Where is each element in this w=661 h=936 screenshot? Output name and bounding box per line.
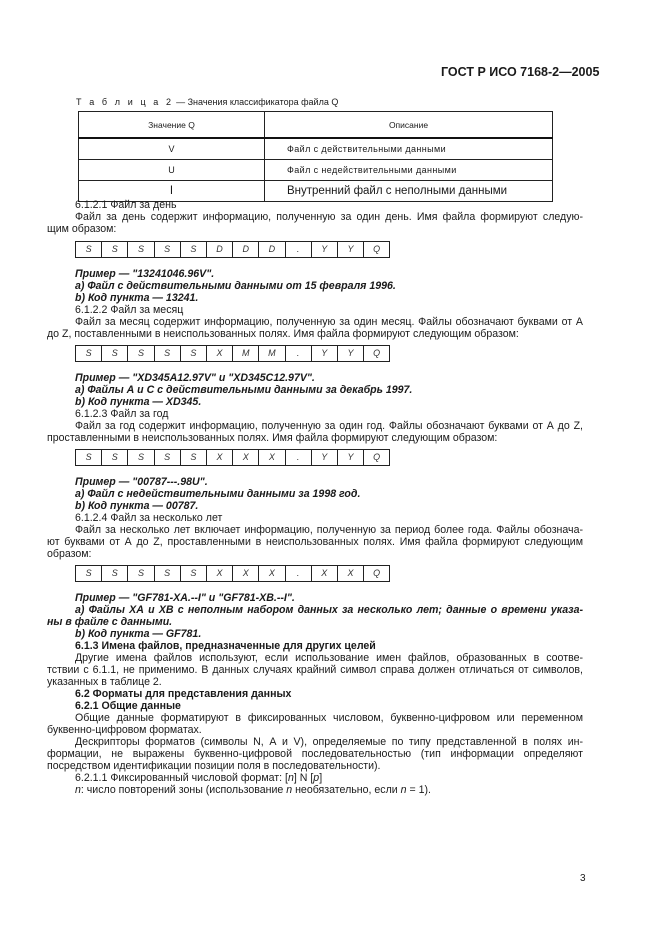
- section-heading-6-1-3: 6.1.3 Имена файлов, предназначенные для других целей: [75, 640, 376, 652]
- q-description: Внутренний файл с неполными данными: [265, 181, 553, 202]
- section-heading-6-2-1: 6.2.1 Общие данные: [75, 700, 181, 712]
- definition-n: n: число повторений зоны (использование n необязательно, если n = 1).: [75, 784, 431, 796]
- example-item-b: b) Код пункта — 00787.: [75, 500, 199, 512]
- q-value: V: [79, 138, 265, 160]
- example-item-a: a) Файл с действительными данными от 15 февраля 1996.: [75, 280, 396, 292]
- paragraph: указанных в таблице 2.: [47, 676, 162, 688]
- table-row: [79, 138, 553, 160]
- table-header-row: [79, 112, 553, 139]
- filename-format-boxes: S S S S S D D D . Y Y Q: [75, 241, 390, 258]
- paragraph: Другие имена файлов используют, если использование имен файлов, образованных в соотве-: [75, 652, 583, 664]
- paragraph: буквенно-цифровом форматах.: [47, 724, 202, 736]
- filename-format-boxes: S S S S S X X X . X X Q: [75, 565, 390, 582]
- example-item-b: b) Код пункта — XD345.: [75, 396, 202, 408]
- table-row: [79, 160, 553, 181]
- example-item-a-cont: ны в файле с данными.: [47, 616, 173, 628]
- filename-format-boxes: S S S S S X X X . Y Y Q: [75, 449, 390, 466]
- table-caption: Т а б л и ц а 2 — Значения классификатора файла Q: [76, 97, 339, 107]
- q-value: I: [79, 181, 265, 202]
- paragraph: Файл за год содержит информацию, полученную за один год. Файлы обозначают буквами от А до Z,: [75, 420, 583, 432]
- filename-format-boxes: S S S S S X M M . Y Y Q: [75, 345, 390, 362]
- example-item-b: b) Код пункта — 13241.: [75, 292, 199, 304]
- q-value: U: [79, 160, 265, 181]
- paragraph: формации, не выражены буквенно-цифровой последовательностью (тип информации определяют: [47, 748, 583, 760]
- column-header-q: Значение Q: [79, 112, 265, 139]
- paragraph: Файл за день содержит информацию, полученную за один день. Имя файла формируют следую-: [75, 211, 583, 223]
- paragraph: Файл за несколько лет включает информацию, полученную за период более года. Файлы обознача-: [75, 524, 583, 536]
- page-number: 3: [580, 873, 586, 884]
- example-text: Пример — "XD345A12.97V" и "XD345C12.97V".: [75, 372, 315, 384]
- section-heading-6-1-2-1: 6.1.2.1 Файл за день: [75, 199, 177, 211]
- column-header-description: Описание: [265, 112, 553, 139]
- section-heading-6-1-2-3: 6.1.2.3 Файл за год: [75, 408, 169, 420]
- paragraph: Дескрипторы форматов (символы N, А и V), определяемые по типу представленной в полях ин-: [75, 736, 583, 748]
- paragraph: до Z, поставленными в неиспользованных полях. Имя файла формируют следующим образом:: [47, 328, 519, 340]
- example-text: Пример — "00787---.98U".: [75, 476, 208, 488]
- section-heading-6-1-2-2: 6.1.2.2 Файл за месяц: [75, 304, 184, 316]
- section-heading-6-2: 6.2 Форматы для представления данных: [75, 688, 292, 700]
- paragraph: проставленными в неиспользованных полях. Имя файла формируют следующим образом:: [47, 432, 498, 444]
- section-heading-6-1-2-4: 6.1.2.4 Файл за несколько лет: [75, 512, 223, 524]
- example-item-a: a) Файлы ХА и ХВ с неполным набором данных за несколько лет; данные о времени указа-: [75, 604, 583, 616]
- q-classifier-table: [78, 111, 553, 202]
- paragraph: Файл за месяц содержит информацию, полученную за один месяц. Файлы обозначают буквами от А: [75, 316, 583, 328]
- paragraph: Общие данные форматируют в фиксированных числовом, буквенно-цифровом или переменном: [75, 712, 583, 724]
- q-description: Файл с недействительными данными: [265, 160, 553, 181]
- paragraph: тствии с 6.1.1, не применимо. В данных случаях крайний символ справа должен отличаться от символов,: [47, 664, 583, 676]
- example-text: Пример — "GF781-XA.--I" и "GF781-XB.--I".: [75, 592, 295, 604]
- example-item-b: b) Код пункта — GF781.: [75, 628, 202, 640]
- document-header: ГОСТ Р ИСО 7168-2—2005: [441, 65, 600, 79]
- example-text: Пример — "13241046.96V".: [75, 268, 215, 280]
- paragraph: образом:: [47, 548, 92, 560]
- paragraph: щим образом:: [47, 223, 117, 235]
- paragraph: ют буквами от А до Z, проставленными в неиспользованных полях. Имя файла формируют следующим: [47, 536, 583, 548]
- example-item-a: a) Файлы А и С с действительными данными за декабрь 1997.: [75, 384, 413, 396]
- example-item-a: a) Файл с недействительными данными за 1998 год.: [75, 488, 361, 500]
- paragraph: посредством идентификации позиции поля в последовательности).: [47, 760, 381, 772]
- section-heading-6-2-1-1: 6.2.1.1 Фиксированный числовой формат: [n] N [p]: [75, 772, 323, 784]
- q-description: Файл с действительными данными: [265, 138, 553, 160]
